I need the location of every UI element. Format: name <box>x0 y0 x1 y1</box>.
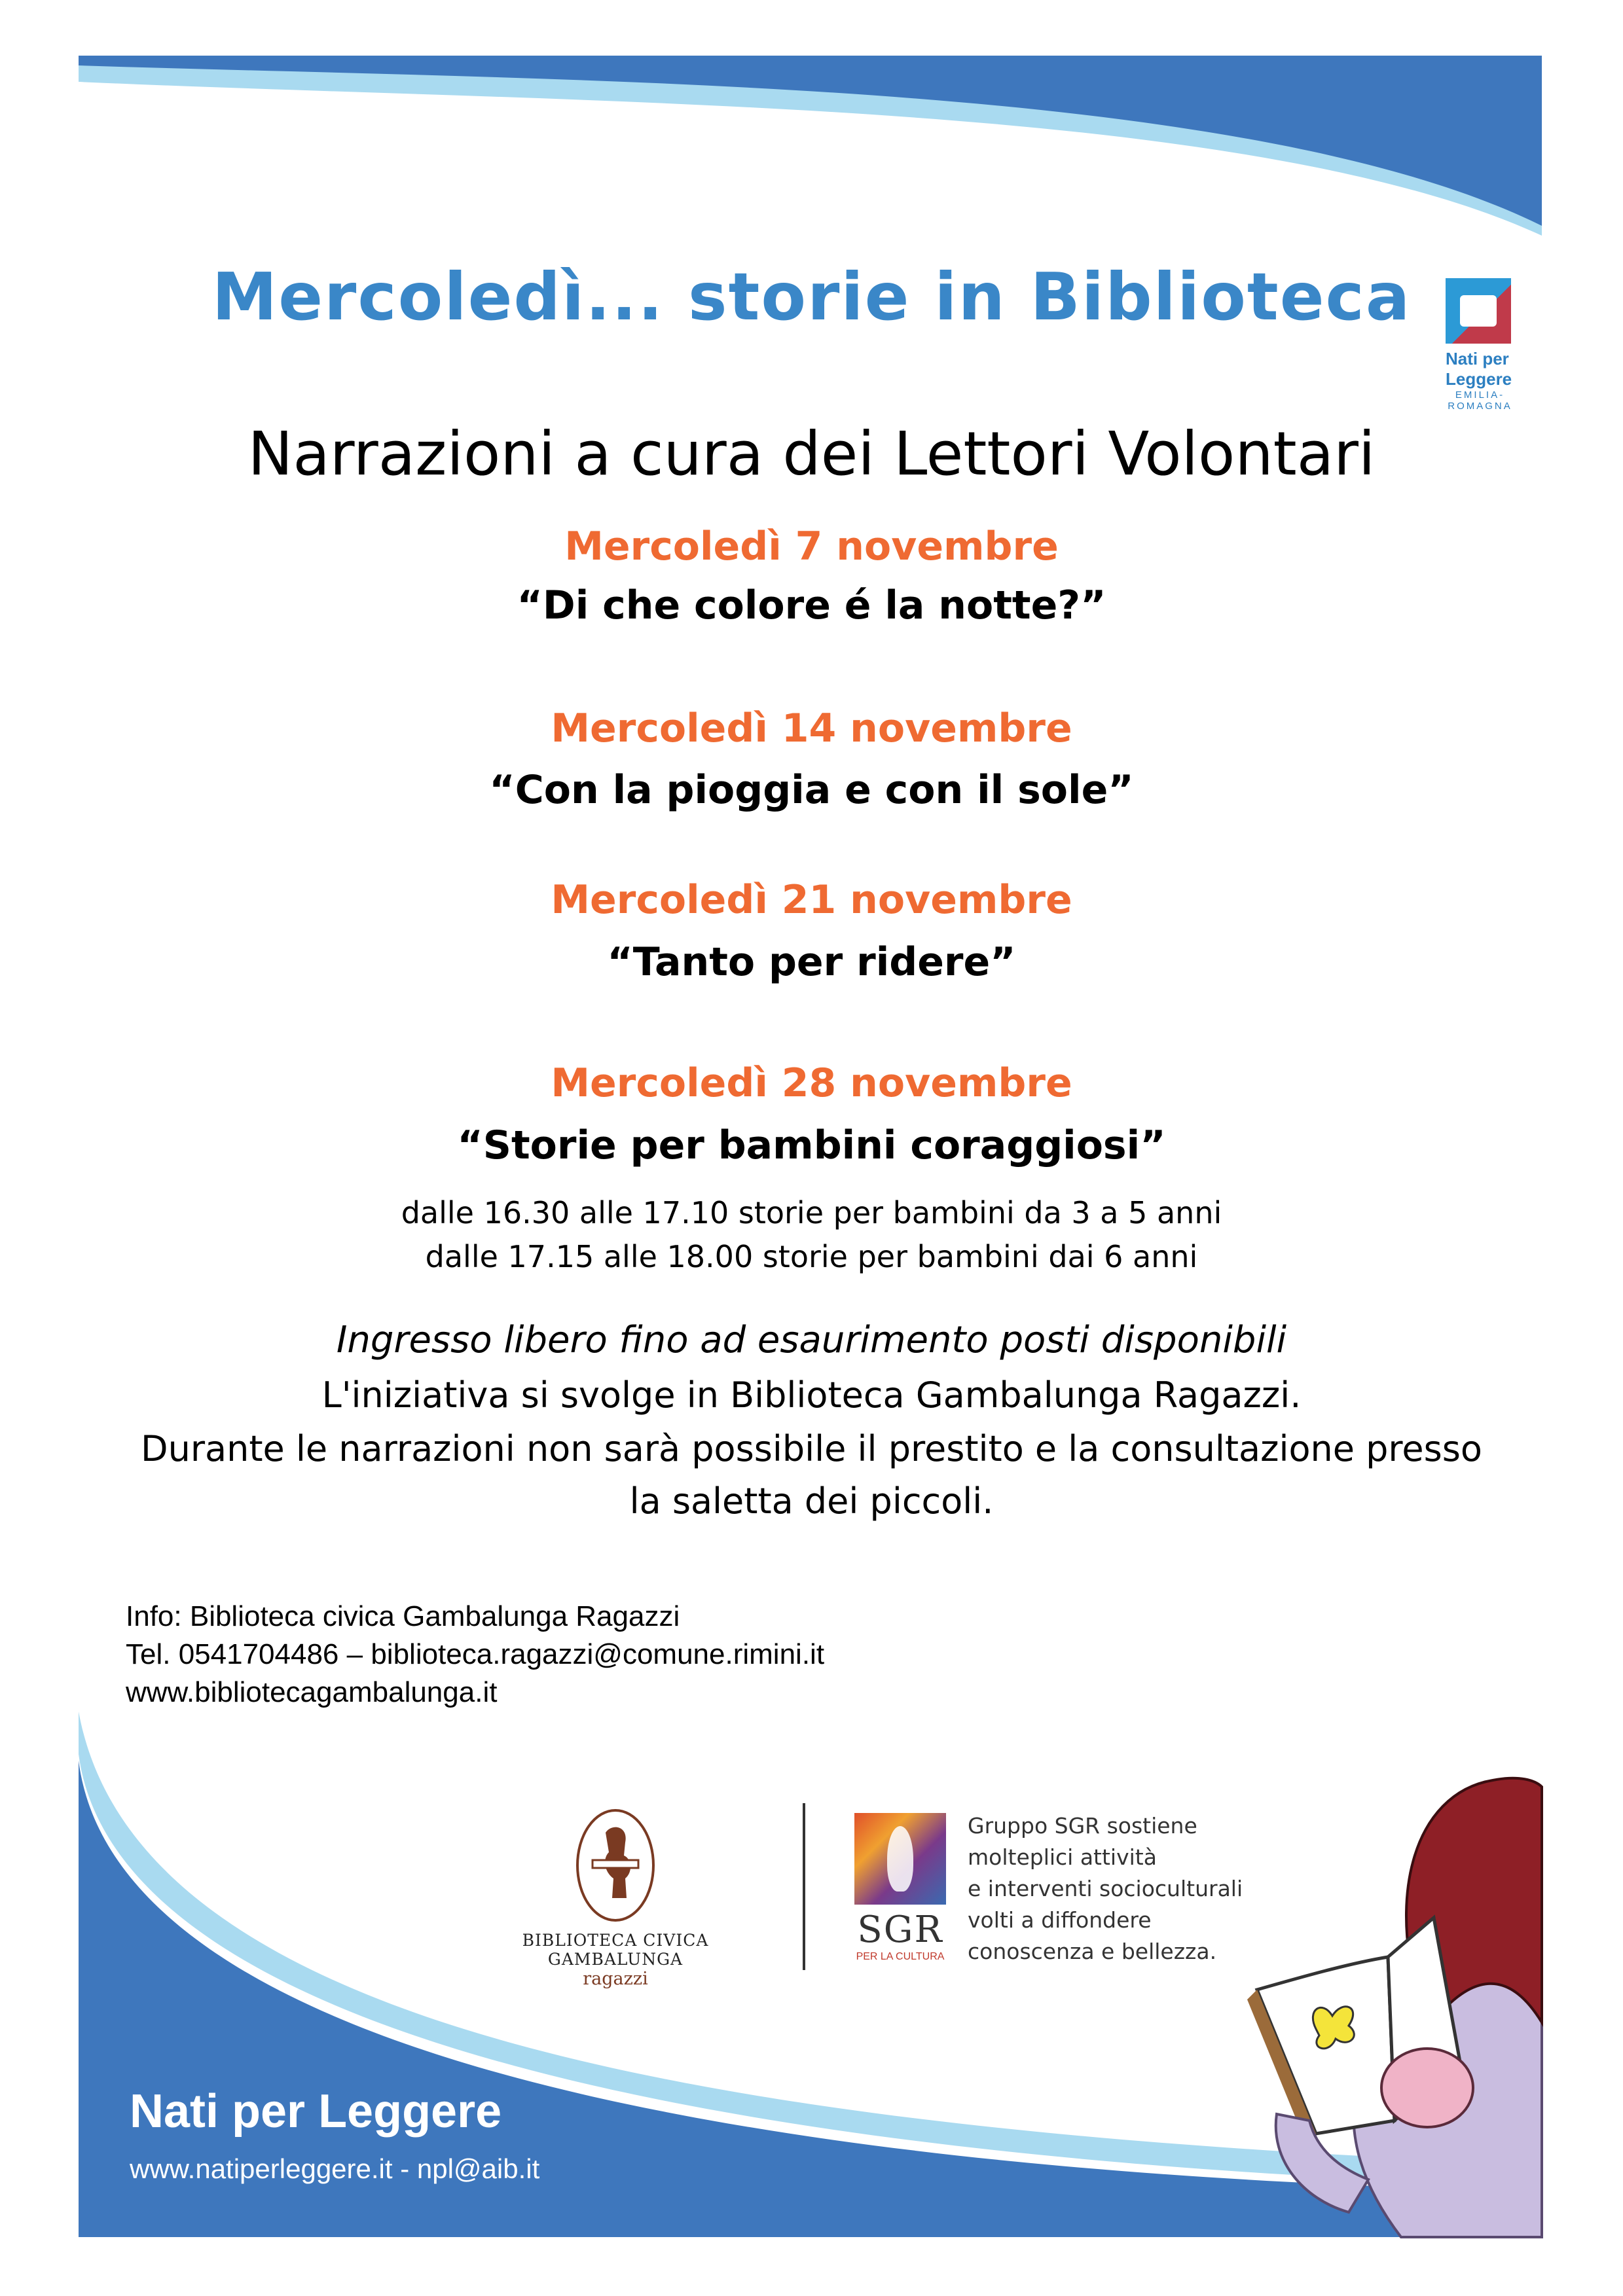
event-date-4: Mercoledì 28 novembre <box>551 1060 1072 1106</box>
event-story-1: “Di che colore é la notte?” <box>517 583 1106 628</box>
warning-note-1: Durante le narrazioni non sarà possibile il prestito e la consultazione presso <box>141 1428 1482 1469</box>
event-story-4: “Storie per bambini coraggiosi” <box>457 1122 1166 1168</box>
page-subtitle: Narrazioni a cura dei Lettori Volontari <box>247 419 1376 489</box>
info-line-1: Info: Biblioteca civica Gambalunga Ragazzi <box>126 1600 680 1632</box>
gambalunga-emblem-icon <box>573 1806 658 1924</box>
gambalunga-logo-sub: ragazzi <box>583 1969 648 1989</box>
npl-logo-line3: EMILIA- <box>1455 389 1505 401</box>
event-date-3: Mercoledì 21 novembre <box>551 877 1072 923</box>
event-date-1: Mercoledì 7 novembre <box>564 524 1059 569</box>
warning-note-2: la saletta dei piccoli. <box>629 1480 994 1522</box>
sgr-text-2: molteplici attività <box>968 1844 1157 1870</box>
gambalunga-logo-name: BIBLIOTECA CIVICA GAMBALUNGA <box>522 1931 709 1969</box>
info-line-3[interactable]: www.bibliotecagambalunga.it <box>126 1676 498 1708</box>
sgr-text-4: volti a diffondere <box>968 1907 1152 1933</box>
sgr-text-3: e interventi socioculturali <box>968 1876 1243 1901</box>
event-story-2: “Con la pioggia e con il sole” <box>489 767 1134 813</box>
schedule-line-2: dalle 17.15 alle 18.00 storie per bambini dai 6 anni <box>425 1239 1198 1274</box>
footer-brand: Nati per Leggere <box>130 2085 502 2138</box>
npl-logo-line2: Leggere <box>1446 369 1512 389</box>
location-note: L'iniziativa si svolge in Biblioteca Gambalunga Ragazzi. <box>321 1374 1302 1416</box>
sgr-text-5: conoscenza e bellezza. <box>968 1939 1217 1964</box>
npl-logo-line4: ROMAGNA <box>1448 401 1512 412</box>
event-date-2: Mercoledì 14 novembre <box>551 706 1072 751</box>
reading-child-illustration <box>1247 1778 1542 2237</box>
schedule-line-1: dalle 16.30 alle 17.10 storie per bambini da 3 a 5 anni <box>401 1195 1222 1230</box>
event-story-3: “Tanto per ridere” <box>607 939 1016 985</box>
info-line-2[interactable]: Tel. 0541704486 – biblioteca.ragazzi@comune.rimini.it <box>126 1638 825 1670</box>
sgr-logo-sub: PER LA CULTURA <box>856 1951 945 1962</box>
footer-url[interactable]: www.natiperleggere.it - npl@aib.it <box>130 2153 540 2184</box>
sgr-logo-name: SGR <box>857 1909 943 1951</box>
free-entry-note: Ingresso libero fino ad esaurimento posti disponibili <box>336 1319 1287 1361</box>
sgr-logo <box>851 1813 949 1963</box>
page-title: Mercoledì... storie in Biblioteca <box>211 259 1412 335</box>
sgr-text-1: Gruppo SGR sostiene <box>968 1813 1197 1839</box>
sgr-emblem-icon <box>854 1813 946 1905</box>
npl-logo-line1: Nati per <box>1446 349 1509 368</box>
gambalunga-logo <box>458 1806 773 1989</box>
